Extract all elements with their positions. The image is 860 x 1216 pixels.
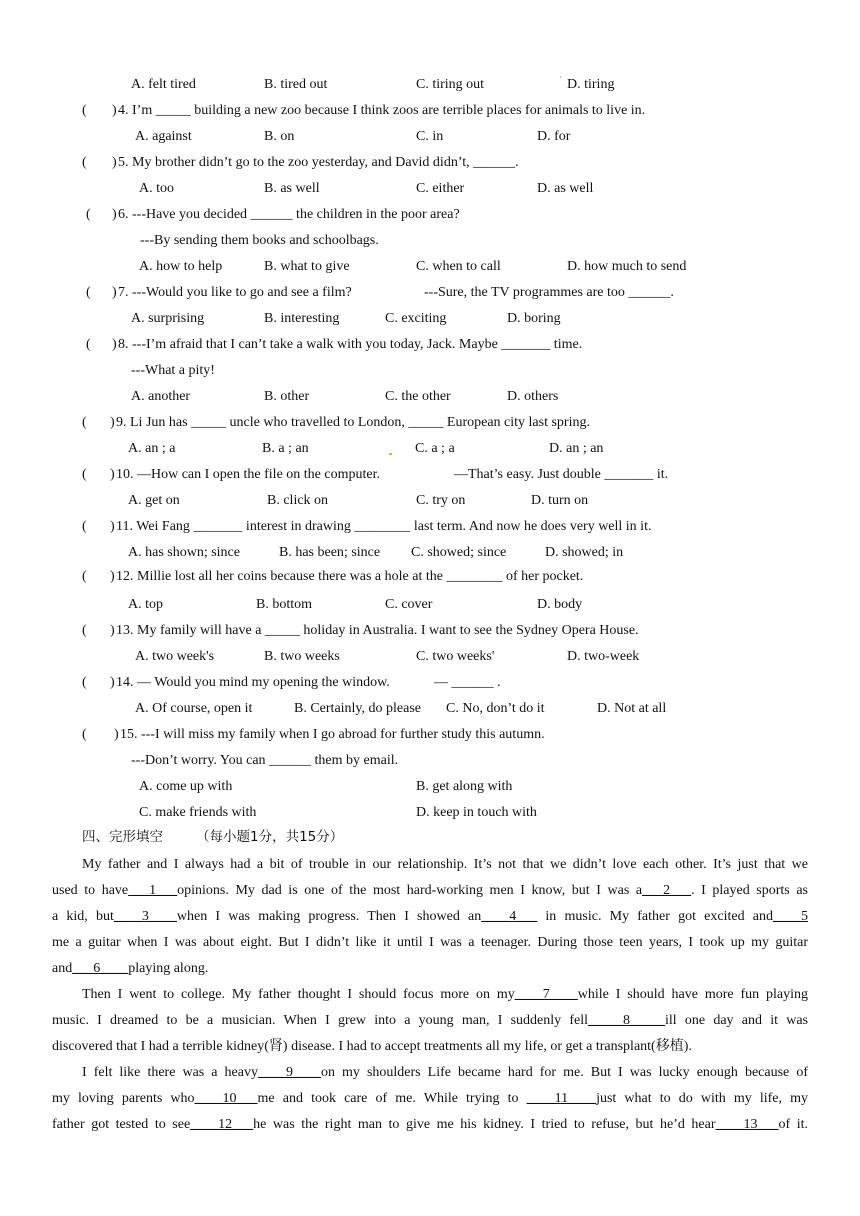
answer-paren-close: ) xyxy=(110,467,115,482)
option-c[interactable]: C. the other xyxy=(385,389,451,404)
blank-13[interactable]: ____13___ xyxy=(715,1117,779,1132)
option-b[interactable]: B. bottom xyxy=(256,597,313,612)
question-stem: 7. ---Would you like to go and see a film? xyxy=(118,285,352,300)
option-d[interactable]: D. keep in touch with xyxy=(416,805,537,820)
option-b[interactable]: B. click on xyxy=(267,493,329,508)
blank-9[interactable]: ____9____ xyxy=(257,1065,321,1080)
answer-paren-close: ) xyxy=(110,569,115,584)
blank-2[interactable]: ___2___ xyxy=(642,883,692,898)
dialog-reply: —That’s easy. Just double _______ it. xyxy=(454,467,669,482)
answer-paren-open[interactable]: ( xyxy=(82,727,87,742)
option-a[interactable]: A. top xyxy=(128,597,163,612)
blank-1[interactable]: ___1___ xyxy=(128,883,178,898)
answer-paren-close: ) xyxy=(114,727,119,742)
option-d[interactable]: D. for xyxy=(537,129,571,144)
option-b[interactable]: B. other xyxy=(264,389,310,404)
option-a[interactable]: A. get on xyxy=(128,493,180,508)
option-a[interactable]: A. another xyxy=(131,389,191,404)
option-b[interactable]: B. get along with xyxy=(416,779,513,794)
option-c[interactable]: C. make friends with xyxy=(139,805,257,820)
blank-7[interactable]: ____7____ xyxy=(514,987,578,1002)
section-score-note: （每小题1分，共15分） xyxy=(196,829,344,845)
option-c[interactable]: C. cover xyxy=(385,597,433,612)
blank-8[interactable]: _____8_____ xyxy=(588,1013,666,1028)
option-b[interactable]: B. as well xyxy=(264,181,320,196)
dialog-reply: — ______ . xyxy=(434,675,501,690)
option-a[interactable]: A. Of course, open it xyxy=(135,701,253,716)
option-a[interactable]: A. surprising xyxy=(131,311,205,326)
option-a[interactable]: A. has shown; since xyxy=(128,545,240,560)
option-b[interactable]: B. Certainly, do please xyxy=(294,701,422,716)
option-a[interactable]: A. how to help xyxy=(139,259,223,274)
blank-3[interactable]: ____3____ xyxy=(113,909,177,924)
option-d[interactable]: D. others xyxy=(507,389,559,404)
option-c[interactable]: C. try on xyxy=(416,493,466,508)
question-stem: 15. ---I will miss my family when I go abroad for further study this autumn. xyxy=(120,727,545,742)
option-b[interactable]: B. on xyxy=(264,129,295,144)
option-a[interactable]: A. against xyxy=(135,129,192,144)
passage-line: and___6____playing along. xyxy=(52,961,209,976)
question-stem: 12. Millie lost all her coins because there was a hole at the ________ of her pocket. xyxy=(116,569,584,584)
stray-mark xyxy=(389,453,392,455)
passage-line: Then I went to college. My father thought I should focus more on my____7____while I should have more fun playing xyxy=(82,987,809,1002)
answer-paren-close: ) xyxy=(112,103,117,118)
option-c[interactable]: C. when to call xyxy=(416,259,501,274)
option-d[interactable]: D. two-week xyxy=(567,649,640,664)
passage-line: my loving parents who____10___me and took care of me. While trying to ____11____just what to do with my life, my xyxy=(52,1091,808,1106)
answer-paren-open[interactable]: ( xyxy=(82,569,87,584)
option-d[interactable]: D. Not at all xyxy=(597,701,667,716)
answer-paren-open[interactable]: ( xyxy=(86,285,91,300)
option-d[interactable]: D. an ; an xyxy=(549,441,604,456)
dialog-reply: ---Don’t worry. You can ______ them by email. xyxy=(131,753,399,768)
answer-paren-close: ) xyxy=(112,207,117,222)
answer-paren-close: ) xyxy=(110,675,115,690)
option-c[interactable]: C. tiring out xyxy=(416,77,485,92)
option-d[interactable]: D. showed; in xyxy=(545,545,624,560)
option-d[interactable]: D. boring xyxy=(507,311,561,326)
question-stem: 4. I’m _____ building a new zoo because I think zoos are terrible places for animals to live in. xyxy=(118,103,646,118)
question-stem: 14. — Would you mind my opening the window. xyxy=(116,675,390,690)
option-a[interactable]: A. too xyxy=(139,181,174,196)
option-b[interactable]: B. a ; an xyxy=(262,441,309,456)
option-a[interactable]: A. an ; a xyxy=(128,441,176,456)
option-a[interactable]: A. come up with xyxy=(139,779,233,794)
answer-paren-open[interactable]: ( xyxy=(86,207,91,222)
answer-paren-close: ) xyxy=(112,337,117,352)
question-stem: 5. My brother didn’t go to the zoo yesterday, and David didn’t, ______. xyxy=(118,155,519,170)
blank-11[interactable]: ____11____ xyxy=(526,1091,597,1106)
blank-12[interactable]: ____12___ xyxy=(190,1117,254,1132)
question-stem: 10. —How can I open the file on the computer. xyxy=(116,467,380,482)
option-c[interactable]: C. exciting xyxy=(385,311,447,326)
answer-paren-open[interactable]: ( xyxy=(82,519,87,534)
question-stem: 6. ---Have you decided ______ the children in the poor area? xyxy=(118,207,460,222)
question-stem: 9. Li Jun has _____ uncle who travelled to London, _____ European city last spring. xyxy=(116,415,590,430)
option-d[interactable]: D. tiring xyxy=(567,77,615,92)
passage-line: music. I dreamed to be a musician. When I grew into a young man, I suddenly fell_____8_____ill one day and it was xyxy=(52,1013,808,1028)
option-d[interactable]: D. as well xyxy=(537,181,594,196)
option-d[interactable]: D. body xyxy=(537,597,583,612)
passage-line: father got tested to see____12___he was the right man to give me his kidney. I tried to refuse, but he’d hear____13___of it. xyxy=(52,1117,808,1132)
passage-line: My father and I always had a bit of trouble in our relationship. It’s not that we didn’t love each other. It’s just that we xyxy=(82,857,808,872)
answer-paren-open[interactable]: ( xyxy=(82,675,87,690)
answer-paren-open[interactable]: ( xyxy=(82,103,87,118)
stray-mark: · xyxy=(559,73,562,82)
blank-10[interactable]: ____10___ xyxy=(194,1091,258,1106)
option-d[interactable]: D. how much to send xyxy=(567,259,687,274)
option-b[interactable]: B. tired out xyxy=(264,77,328,92)
answer-paren-open[interactable]: ( xyxy=(86,337,91,352)
answer-paren-close: ) xyxy=(110,623,115,638)
option-c[interactable]: C. a ; a xyxy=(415,441,455,456)
blank-6[interactable]: ___6____ xyxy=(72,961,129,976)
blank-4[interactable]: ____4___ xyxy=(481,909,538,924)
option-b[interactable]: B. interesting xyxy=(264,311,340,326)
answer-paren-open[interactable]: ( xyxy=(82,415,87,430)
answer-paren-close: ) xyxy=(112,155,117,170)
option-c[interactable]: C. two weeks' xyxy=(416,649,495,664)
passage-line: I felt like there was a heavy____9____on my shoulders Life became hard for me. But I was lucky enough because of xyxy=(82,1065,808,1080)
section-title: 四、完形填空 xyxy=(82,829,163,845)
answer-paren-open[interactable]: ( xyxy=(82,623,87,638)
option-c[interactable]: C. either xyxy=(416,181,465,196)
option-a[interactable]: A. two week's xyxy=(135,649,215,664)
answer-paren-open[interactable]: ( xyxy=(82,155,87,170)
dialog-reply: ---What a pity! xyxy=(131,363,215,378)
option-c[interactable]: C. No, don’t do it xyxy=(446,701,545,716)
option-c[interactable]: C. showed; since xyxy=(411,545,507,560)
answer-paren-close: ) xyxy=(110,519,115,534)
passage-line: a kid, but____3____when I was making progress. Then I showed an____4___ in music. My father got excited and____5 xyxy=(52,909,808,924)
passage-line: me a guitar when I was about eight. But I didn’t like it until I was a teenager. During those teen years, I took up my guitar xyxy=(52,935,808,950)
dialog-reply: ---Sure, the TV programmes are too ______. xyxy=(424,285,674,300)
answer-paren-close: ) xyxy=(110,415,115,430)
option-d[interactable]: D. turn on xyxy=(531,493,589,508)
dialog-reply: ---By sending them books and schoolbags. xyxy=(140,233,379,248)
question-stem: 13. My family will have a _____ holiday in Australia. I want to see the Sydney Opera House. xyxy=(116,623,639,638)
passage-line: discovered that I had a terrible kidney(肾) disease. I had to accept treatments all my life, or get a transplant(移植). xyxy=(52,1039,692,1054)
answer-paren-close: ) xyxy=(112,285,117,300)
option-b[interactable]: B. has been; since xyxy=(279,545,381,560)
question-stem: 8. ---I’m afraid that I can’t take a walk with you today, Jack. Maybe _______ time. xyxy=(118,337,583,352)
question-stem: 11. Wei Fang _______ interest in drawing ________ last term. And now he does very well in it. xyxy=(116,519,652,534)
passage-line: used to have___1___opinions. My dad is one of the most hard-working men I know, but I was a___2___. I played sports as xyxy=(52,883,809,898)
blank-5[interactable]: ____5 xyxy=(773,909,808,924)
option-b[interactable]: B. what to give xyxy=(264,259,350,274)
answer-paren-open[interactable]: ( xyxy=(82,467,87,482)
option-c[interactable]: C. in xyxy=(416,129,444,144)
option-b[interactable]: B. two weeks xyxy=(264,649,340,664)
option-a[interactable]: A. felt tired xyxy=(131,77,196,92)
